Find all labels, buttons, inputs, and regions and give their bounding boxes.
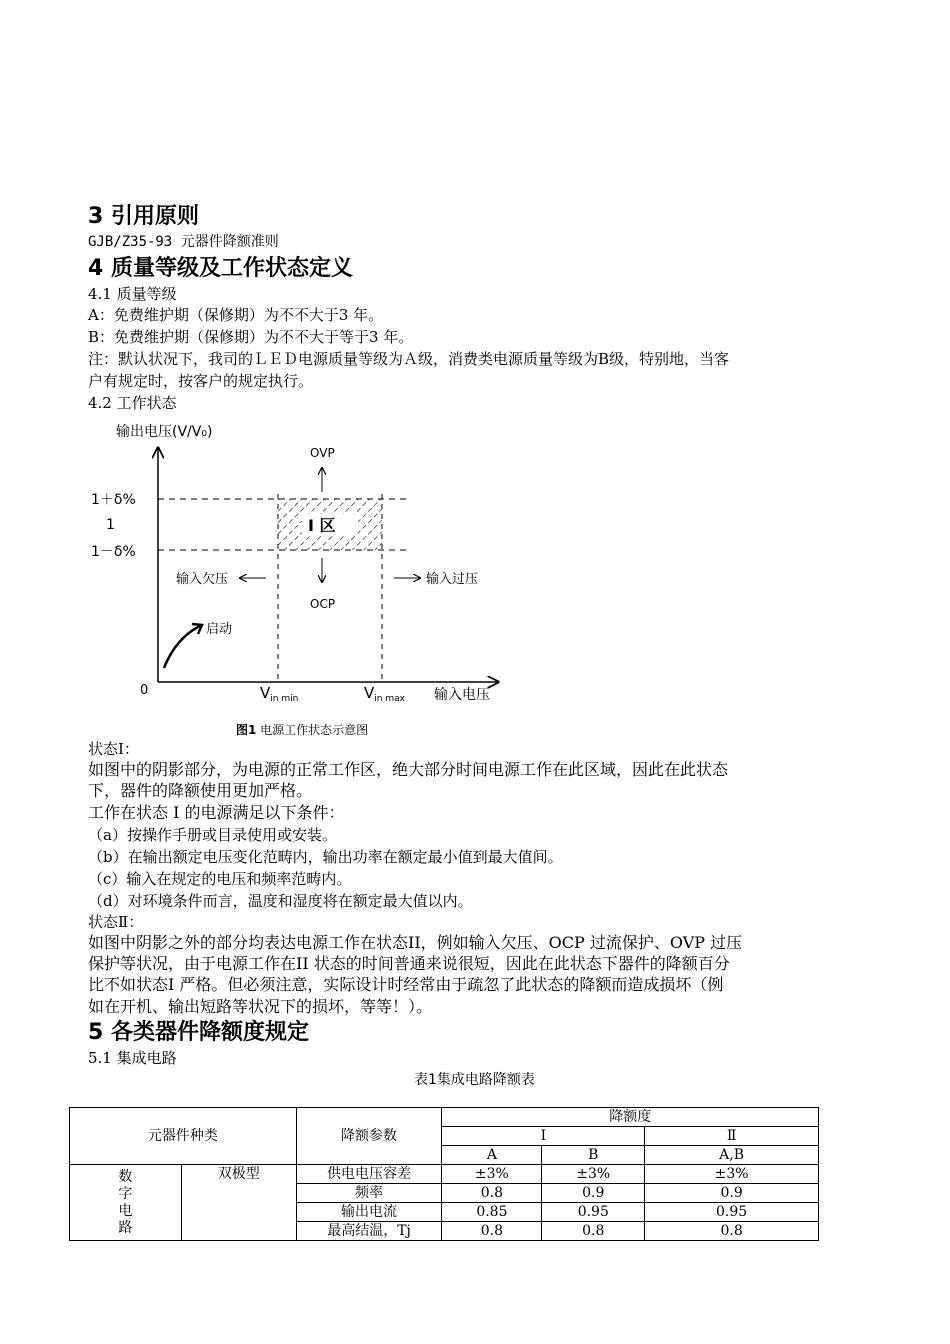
param-cell: 最高结温，Tj: [296, 1222, 442, 1241]
param-cell: 频率: [296, 1184, 442, 1203]
value-ab-cell: 0.8: [645, 1222, 819, 1241]
table-header-row-1: [70, 1108, 819, 1127]
header-grade-2: Ⅱ: [645, 1127, 819, 1146]
value-ab-cell: 0.9: [645, 1184, 819, 1203]
quality-grade-a: A：免费维护期（保修期）为不不大于3 年。: [88, 306, 384, 324]
state-1-title: 状态Ⅰ：: [88, 740, 139, 758]
vin-min-label: $V_{in min}$: [260, 684, 299, 704]
table-row: [70, 1165, 819, 1184]
state-1-desc-2: 下，器件的降额使用更加严格。: [88, 781, 313, 800]
category-digital-circuit: 数字电路: [70, 1165, 182, 1241]
value-b-cell: 0.8: [542, 1222, 645, 1241]
header-derating-param: 降额参数: [296, 1108, 442, 1165]
derating-table: [69, 1107, 819, 1241]
vin-max-label: $V_{in max}$: [364, 684, 405, 704]
state-2-desc-4: 如在开机、输出短路等状况下的损坏，等等！）。: [88, 997, 433, 1016]
header-derating-degree: 降额度: [442, 1108, 819, 1127]
startup-label: 启动: [206, 622, 233, 637]
state-1-desc-1: 如图中的阴影部分，为电源的正常工作区，绝大部分时间电源工作在此区域，因此在此状态: [88, 760, 729, 779]
condition-a: （a）按操作手册或目录使用或安装。: [88, 826, 337, 844]
startup-curve: [164, 626, 200, 668]
figure-caption: 图1 电源工作状态示意图: [236, 723, 369, 737]
upper-tick-label: 1＋δ%: [91, 492, 136, 508]
undervoltage-label: 输入欠压: [176, 572, 229, 587]
condition-b: （b）在输出额定电压变化范畴内，输出功率在额定最小值到最大值间。: [88, 848, 563, 866]
section-3-heading: 3 引用原则: [88, 204, 199, 229]
condition-c: （c）输入在规定的电压和频率范畴内。: [88, 870, 352, 888]
subsection-4-2: 4.2 工作状态: [88, 394, 177, 412]
header-grade-1: Ⅰ: [442, 1127, 645, 1146]
x-axis-label: 输入电压: [434, 687, 490, 703]
origin-label: 0: [140, 683, 149, 698]
param-cell: 输出电流: [296, 1203, 442, 1222]
value-a-cell: ±3%: [442, 1165, 542, 1184]
condition-d: （d）对环境条件而言，温度和湿度将在额定最大值以内。: [88, 892, 473, 910]
subsection-4-1: 4.1 质量等级: [88, 285, 177, 303]
state-2-desc-1: 如图中阴影之外的部分均表达电源工作在状态II，例如输入欠压、OCP 过流保护、OVP 过压: [88, 933, 743, 952]
state-2-title: 状态Ⅱ：: [88, 913, 144, 931]
table-title: 表1集成电路降额表: [414, 1072, 535, 1088]
value-ab-cell: 0.95: [645, 1203, 819, 1222]
state-2-desc-3: 比不如状态I 严格。但必须注意，实际设计时经常由于疏忽了此状态的降额而造成损坏（例: [88, 975, 724, 994]
section-4-heading: 4 质量等级及工作状态定义: [88, 256, 353, 281]
param-cell: 供电电压容差: [296, 1165, 442, 1184]
value-ab-cell: ±3%: [645, 1165, 819, 1184]
header-component-type: 元器件种类: [70, 1108, 297, 1165]
value-b-cell: ±3%: [542, 1165, 645, 1184]
quality-grade-b: B：免费维护期（保修期）为不不大于等于3 年。: [88, 328, 414, 346]
overvoltage-label: 输入过压: [426, 572, 479, 587]
reference-standard: GJB/Z35-93 元器件降额准则: [88, 234, 279, 250]
ovp-label: OVP: [310, 446, 335, 460]
section-5-heading: 5 各类器件降额度规定: [88, 1020, 309, 1045]
lower-tick-label: 1－δ%: [91, 544, 136, 560]
value-a-cell: 0.8: [442, 1184, 542, 1203]
zone-1-label: I 区: [308, 516, 336, 535]
ocp-label: OCP: [310, 597, 336, 611]
value-b-cell: 0.95: [542, 1203, 645, 1222]
header-col-ab: A,B: [645, 1146, 819, 1165]
state-1-conditions-intro: 工作在状态 I 的电源满足以下条件：: [88, 803, 345, 822]
header-col-a: A: [442, 1146, 542, 1165]
nominal-tick-label: 1: [106, 517, 115, 533]
subsection-5-1: 5.1 集成电路: [88, 1049, 177, 1067]
subtype-bipolar: 双极型: [181, 1165, 296, 1241]
value-b-cell: 0.9: [542, 1184, 645, 1203]
note-line-1: 注：默认状况下，我司的ＬＥＤ电源质量等级为Ａ级，消费类电源质量等级为B级，特别地，当客: [88, 350, 730, 368]
y-axis-label: 输出电压(V/V₀): [116, 424, 213, 440]
note-line-2: 户有规定时，按客户的规定执行。: [88, 372, 314, 390]
power-state-diagram: [88, 418, 508, 718]
value-a-cell: 0.8: [442, 1222, 542, 1241]
value-a-cell: 0.85: [442, 1203, 542, 1222]
state-2-desc-2: 保护等状况，由于电源工作在II 状态的时间普通来说很短，因此在此状态下器件的降额百分: [88, 954, 730, 973]
header-col-b: B: [542, 1146, 645, 1165]
